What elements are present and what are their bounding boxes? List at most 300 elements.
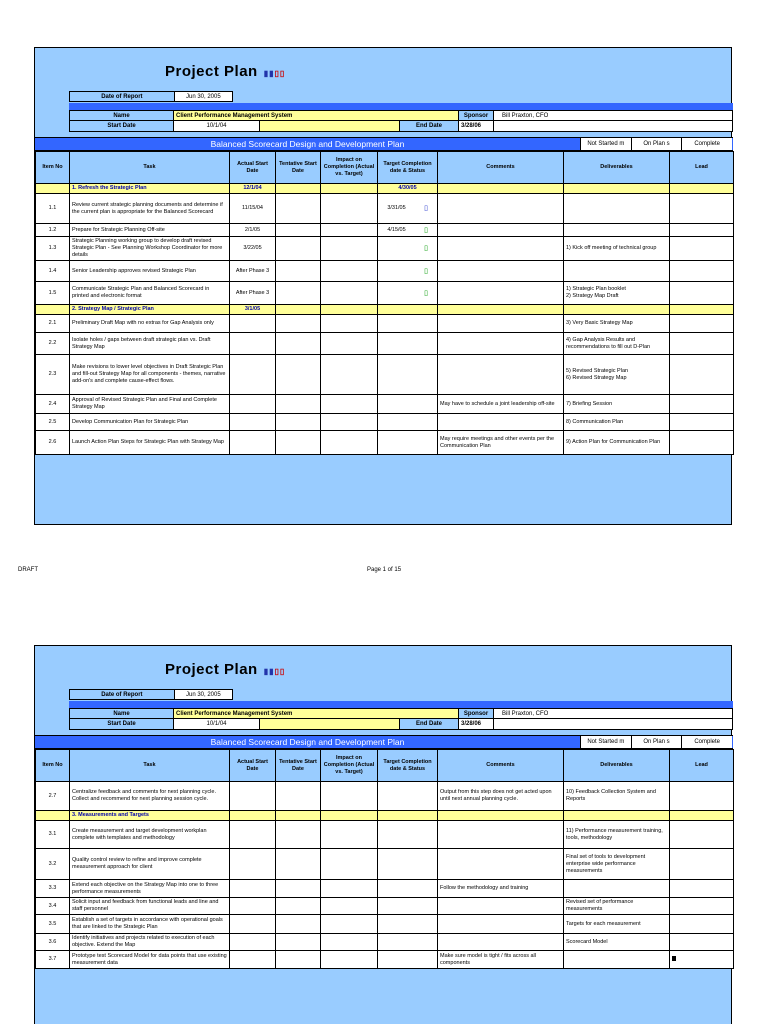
target-cell	[378, 205, 437, 212]
start-date-label: Start Date	[70, 121, 174, 131]
impact-on-completion	[321, 951, 378, 969]
comments: Output from this step does not get acted upon until next annual planning cycle.	[438, 782, 564, 811]
actual-start-date	[230, 898, 276, 915]
deliverables	[564, 261, 670, 282]
sponsor-label: Sponsor	[459, 709, 494, 718]
task-description: Strategic Planning working group to develop draft revised Strategic Plan - See Planning Workshop Coordinator for more details	[70, 237, 230, 261]
item-number: 2.7	[36, 782, 70, 811]
deliverables	[564, 880, 670, 898]
deliverables: 9) Action Plan for Communication Plan	[564, 431, 670, 455]
target-completion	[378, 194, 438, 224]
dates-blank	[494, 121, 732, 131]
name-row	[69, 708, 733, 719]
item-number: 1.2	[36, 224, 70, 237]
tentative-start-date	[276, 821, 321, 849]
column-header: Comments	[438, 750, 564, 782]
deliverables: Final set of tools to development enterprise wide performance measurements	[564, 849, 670, 880]
column-header: Lead	[670, 152, 734, 184]
deliverables: Revised set of performance measurements	[564, 898, 670, 915]
deliverables: 1) Strategic Plan booklet 2) Strategy Map Draft	[564, 282, 670, 305]
task-table	[35, 151, 734, 455]
tentative-start-date	[276, 395, 321, 414]
status-marker: ▯	[424, 245, 428, 252]
actual-start-date	[230, 355, 276, 395]
target-completion	[378, 355, 438, 395]
tentative-start-date	[276, 811, 321, 821]
table-row	[36, 237, 734, 261]
table-row	[36, 915, 734, 934]
item-number	[36, 305, 70, 315]
lead	[670, 305, 734, 315]
deliverables	[564, 305, 670, 315]
impact-on-completion	[321, 898, 378, 915]
report-date-row	[69, 689, 233, 700]
tentative-start-date	[276, 951, 321, 969]
comments	[438, 261, 564, 282]
target-completion	[378, 934, 438, 951]
actual-start-date	[230, 414, 276, 431]
deliverables	[564, 194, 670, 224]
actual-start-date	[230, 811, 276, 821]
lead	[670, 184, 734, 194]
actual-start-date: 3/22/05	[230, 237, 276, 261]
plan-banner	[35, 137, 733, 151]
task-description: Identify initiatives and projects related to execution of each objective. Extend the Map	[70, 934, 230, 951]
task-description: Prepare for Strategic Planning Off-site	[70, 224, 230, 237]
column-header: Deliverables	[564, 152, 670, 184]
table-row	[36, 431, 734, 455]
column-header: Actual Start Date	[230, 152, 276, 184]
item-number: 1.5	[36, 282, 70, 305]
impact-on-completion	[321, 811, 378, 821]
title-text: Project Plan	[165, 661, 258, 678]
actual-start-date: After Phase 3	[230, 282, 276, 305]
impact-on-completion	[321, 431, 378, 455]
comments	[438, 414, 564, 431]
comments	[438, 184, 564, 194]
status-marker: ▯	[424, 267, 428, 275]
table-row	[36, 224, 734, 237]
status-legend	[580, 138, 732, 150]
tentative-start-date	[276, 315, 321, 333]
target-cell	[378, 245, 437, 252]
tentative-start-date	[276, 237, 321, 261]
column-header: Task	[70, 152, 230, 184]
impact-on-completion	[321, 237, 378, 261]
comments	[438, 224, 564, 237]
item-number: 3.3	[36, 880, 70, 898]
report-date-label: Date of Report	[70, 690, 175, 699]
column-header: Impact on Completion (Actual vs. Target)	[321, 750, 378, 782]
actual-start-date	[230, 880, 276, 898]
impact-on-completion	[321, 915, 378, 934]
item-number: 1.1	[36, 194, 70, 224]
target-completion	[378, 184, 438, 194]
project-plan-page-2	[34, 645, 732, 1024]
item-number: 3.2	[36, 849, 70, 880]
target-cell	[378, 185, 437, 192]
deliverables: Targets for each measurement	[564, 915, 670, 934]
actual-start-date	[230, 934, 276, 951]
deliverables: 5) Revised Strategic Plan 6) Revised Strategy Map	[564, 355, 670, 395]
item-number: 2.5	[36, 414, 70, 431]
item-number: 2.6	[36, 431, 70, 455]
table-row	[36, 849, 734, 880]
impact-on-completion	[321, 414, 378, 431]
column-header: Tentative Start Date	[276, 750, 321, 782]
legend-item: Not Started m	[580, 736, 631, 748]
plan-banner-title: Balanced Scorecard Design and Development Plan	[210, 737, 405, 747]
impact-on-completion	[321, 849, 378, 880]
tentative-start-date	[276, 782, 321, 811]
impact-on-completion	[321, 282, 378, 305]
column-header: Item No	[36, 750, 70, 782]
tentative-start-date	[276, 333, 321, 355]
name-label: Name	[70, 709, 174, 718]
task-description: Develop Communication Plan for Strategic Plan	[70, 414, 230, 431]
table-row	[36, 898, 734, 915]
tentative-start-date	[276, 194, 321, 224]
tentative-start-date	[276, 414, 321, 431]
start-date-label: Start Date	[70, 719, 174, 729]
header-divider	[69, 103, 733, 110]
target-completion	[378, 821, 438, 849]
lead	[670, 951, 734, 969]
deliverables: 3) Very Basic Strategy Map	[564, 315, 670, 333]
status-marker: ▯	[424, 226, 428, 234]
task-description: Launch Action Plan Steps for Strategic Plan with Strategy Map	[70, 431, 230, 455]
section-row	[36, 811, 734, 821]
table-row	[36, 315, 734, 333]
comments	[438, 849, 564, 880]
deliverables: 1) Kick off meeting of technical group	[564, 237, 670, 261]
target-completion	[378, 880, 438, 898]
impact-on-completion	[321, 194, 378, 224]
item-number: 3.7	[36, 951, 70, 969]
lead	[670, 261, 734, 282]
actual-start-date	[230, 821, 276, 849]
target-completion	[378, 315, 438, 333]
actual-start-date	[230, 431, 276, 455]
impact-on-completion	[321, 224, 378, 237]
table-row	[36, 782, 734, 811]
dates-row	[69, 121, 733, 132]
table-row	[36, 414, 734, 431]
comments	[438, 355, 564, 395]
impact-on-completion	[321, 261, 378, 282]
comments	[438, 305, 564, 315]
deliverables: 10) Feedback Collection System and Reports	[564, 782, 670, 811]
impact-on-completion	[321, 315, 378, 333]
lead	[670, 224, 734, 237]
comments	[438, 821, 564, 849]
table-header-row	[36, 750, 734, 782]
impact-on-completion	[321, 355, 378, 395]
name-row	[69, 110, 733, 121]
report-date-value: Jun 30, 2005	[175, 690, 232, 699]
title-marks: ▮▮▯▯	[263, 667, 286, 676]
tentative-start-date	[276, 849, 321, 880]
actual-start-date: 12/1/04	[230, 184, 276, 194]
end-date-value: 3/28/06	[459, 719, 494, 729]
item-number: 3.1	[36, 821, 70, 849]
table-row	[36, 821, 734, 849]
target-completion	[378, 261, 438, 282]
impact-on-completion	[321, 184, 378, 194]
target-completion	[378, 811, 438, 821]
deliverables	[564, 184, 670, 194]
report-date-label: Date of Report	[70, 92, 175, 101]
comments: Make sure model is tight / fits across all components	[438, 951, 564, 969]
tentative-start-date	[276, 261, 321, 282]
lead	[670, 431, 734, 455]
column-header: Comments	[438, 152, 564, 184]
target-completion	[378, 849, 438, 880]
sponsor-name: Bill Praxton, CFO	[502, 112, 549, 119]
task-description: Make revisions to lower level objectives in Draft Strategic Plan and fill-out Strategy Map for all components - themes, narrative add-on's and complete cause-effect flows.	[70, 355, 230, 395]
page-number: Page 1 of 15	[367, 567, 402, 573]
lead	[670, 880, 734, 898]
task-description: Centralize feedback and comments for next planning cycle. Collect and recommend for next planning session cycle.	[70, 782, 230, 811]
lead	[670, 915, 734, 934]
item-number	[36, 811, 70, 821]
lead	[670, 282, 734, 305]
lead	[670, 414, 734, 431]
target-date: 4/30/05	[398, 185, 417, 191]
plan-banner-title: Balanced Scorecard Design and Development Plan	[210, 139, 405, 149]
deliverables: Scorecard Model	[564, 934, 670, 951]
column-header: Target Completion date & Status	[378, 750, 438, 782]
target-date: 3/31/05	[387, 205, 406, 211]
impact-on-completion	[321, 934, 378, 951]
page-title	[165, 63, 285, 80]
lead	[670, 395, 734, 414]
draft-label: DRAFT	[18, 567, 38, 573]
comments	[438, 194, 564, 224]
deliverables: 8) Communication Plan	[564, 414, 670, 431]
actual-start-date: 11/15/04	[230, 194, 276, 224]
plan-banner	[35, 735, 733, 749]
target-cell	[378, 290, 437, 297]
start-date-value: 10/1/04	[174, 121, 260, 131]
item-number: 2.1	[36, 315, 70, 333]
target-date: 4/15/05	[387, 226, 406, 233]
end-date-value: 3/28/06	[459, 121, 494, 131]
item-number	[36, 184, 70, 194]
page-title	[165, 661, 285, 678]
task-description: Extend each objective on the Strategy Map into one to three performance measurements	[70, 880, 230, 898]
item-number: 2.4	[36, 395, 70, 414]
tentative-start-date	[276, 880, 321, 898]
project-name: Client Performance Management System	[174, 111, 459, 120]
sponsor-name: Bill Praxton, CFO	[502, 710, 549, 717]
comments: May require meetings and other events per the Communication Plan	[438, 431, 564, 455]
actual-start-date	[230, 849, 276, 880]
report-date-value: Jun 30, 2005	[175, 92, 232, 101]
comments: May have to schedule a joint leadership off-site	[438, 395, 564, 414]
end-date-label: End Date	[400, 719, 459, 729]
end-date-label: End Date	[400, 121, 459, 131]
task-description: Senior Leadership approves revised Strategic Plan	[70, 261, 230, 282]
tentative-start-date	[276, 898, 321, 915]
tentative-start-date	[276, 184, 321, 194]
comments	[438, 237, 564, 261]
lead	[670, 333, 734, 355]
lead	[670, 237, 734, 261]
target-completion	[378, 237, 438, 261]
marker-dot	[672, 956, 676, 961]
section-title: 3. Measurements and Targets	[70, 811, 230, 821]
tentative-start-date	[276, 934, 321, 951]
table-row	[36, 282, 734, 305]
dates-row	[69, 719, 733, 730]
section-title: 2. Strategy Map / Strategic Plan	[70, 305, 230, 315]
project-name: Client Performance Management System	[174, 709, 459, 718]
target-completion	[378, 898, 438, 915]
column-header: Actual Start Date	[230, 750, 276, 782]
item-number: 1.4	[36, 261, 70, 282]
item-number: 3.4	[36, 898, 70, 915]
tentative-start-date	[276, 915, 321, 934]
status-marker: ▯	[424, 205, 428, 212]
task-description: Preliminary Draft Map with no extras for Gap Analysis only	[70, 315, 230, 333]
comments	[438, 934, 564, 951]
table-row	[36, 934, 734, 951]
comments	[438, 315, 564, 333]
impact-on-completion	[321, 333, 378, 355]
comments	[438, 915, 564, 934]
section-row	[36, 305, 734, 315]
actual-start-date: 3/1/05	[230, 305, 276, 315]
target-completion	[378, 305, 438, 315]
lead	[670, 849, 734, 880]
sponsor-label: Sponsor	[459, 111, 494, 120]
tentative-start-date	[276, 282, 321, 305]
target-completion	[378, 282, 438, 305]
table-row	[36, 261, 734, 282]
column-header: Item No	[36, 152, 70, 184]
lead	[670, 355, 734, 395]
section-title: 1. Refresh the Strategic Plan	[70, 184, 230, 194]
column-header: Lead	[670, 750, 734, 782]
item-number: 3.5	[36, 915, 70, 934]
tentative-start-date	[276, 431, 321, 455]
item-number: 1.3	[36, 237, 70, 261]
tentative-start-date	[276, 305, 321, 315]
lead	[670, 821, 734, 849]
task-description: Establish a set of targets in accordance with operational goals that are linked to the Strategic Plan	[70, 915, 230, 934]
deliverables	[564, 951, 670, 969]
impact-on-completion	[321, 821, 378, 849]
title-text: Project Plan	[165, 63, 258, 80]
start-date-value: 10/1/04	[174, 719, 260, 729]
deliverables: 11) Performance measurement training, tools, methodology	[564, 821, 670, 849]
table-row	[36, 951, 734, 969]
legend-item: On Plan s	[631, 138, 682, 150]
title-marks: ▮▮▯▯	[263, 69, 286, 78]
task-description: Create measurement and target development workplan complete with templates and methodology	[70, 821, 230, 849]
deliverables	[564, 224, 670, 237]
deliverables	[564, 811, 670, 821]
item-number: 3.6	[36, 934, 70, 951]
target-completion	[378, 224, 438, 237]
item-number: 2.2	[36, 333, 70, 355]
task-description: Quality control review to refine and improve complete measurement approach for client	[70, 849, 230, 880]
target-completion	[378, 915, 438, 934]
tentative-start-date	[276, 224, 321, 237]
item-number: 2.3	[36, 355, 70, 395]
impact-on-completion	[321, 880, 378, 898]
impact-on-completion	[321, 782, 378, 811]
task-description: Communicate Strategic Plan and Balanced Scorecard in printed and electronic format	[70, 282, 230, 305]
section-row	[36, 184, 734, 194]
table-row	[36, 395, 734, 414]
lead	[670, 811, 734, 821]
deliverables: 4) Gap Analysis Results and recommendations to fill out D-Plan	[564, 333, 670, 355]
dates-spacer	[260, 121, 400, 131]
task-description: Prototype test Scorecard Model for data points that use existing measurement data	[70, 951, 230, 969]
target-completion	[378, 951, 438, 969]
actual-start-date	[230, 395, 276, 414]
lead	[670, 315, 734, 333]
report-date-row	[69, 91, 233, 102]
target-cell	[378, 268, 437, 275]
name-label: Name	[70, 111, 174, 120]
column-header: Task	[70, 750, 230, 782]
column-header: Deliverables	[564, 750, 670, 782]
target-cell	[378, 227, 437, 234]
header-divider	[69, 701, 733, 708]
target-completion	[378, 395, 438, 414]
actual-start-date	[230, 915, 276, 934]
actual-start-date	[230, 333, 276, 355]
legend-item: Complete	[681, 138, 732, 150]
comments	[438, 333, 564, 355]
lead	[670, 898, 734, 915]
column-header: Impact on Completion (Actual vs. Target)	[321, 152, 378, 184]
dates-blank	[494, 719, 732, 729]
impact-on-completion	[321, 395, 378, 414]
task-description: Review current strategic planning documents and determine if the current plan is appropriate for the Balanced Scorecard	[70, 194, 230, 224]
actual-start-date	[230, 782, 276, 811]
task-description: Isolate holes / gaps between draft strategic plan vs. Draft Strategy Map	[70, 333, 230, 355]
tentative-start-date	[276, 355, 321, 395]
actual-start-date: 2/1/05	[230, 224, 276, 237]
comments: Follow the methodology and training	[438, 880, 564, 898]
target-completion	[378, 782, 438, 811]
project-plan-page-1	[34, 47, 732, 525]
table-row	[36, 355, 734, 395]
legend-item: On Plan s	[631, 736, 682, 748]
comments	[438, 898, 564, 915]
task-description: Solicit input and feedback from functional leads and line and staff personnel	[70, 898, 230, 915]
table-row	[36, 333, 734, 355]
comments	[438, 811, 564, 821]
table-row	[36, 194, 734, 224]
table-header-row	[36, 152, 734, 184]
table-row	[36, 880, 734, 898]
lead	[670, 194, 734, 224]
comments	[438, 282, 564, 305]
actual-start-date	[230, 315, 276, 333]
task-table	[35, 749, 734, 969]
column-header: Tentative Start Date	[276, 152, 321, 184]
target-completion	[378, 333, 438, 355]
lead	[670, 934, 734, 951]
task-description: Approval of Revised Strategic Plan and Final and Complete Strategy Map	[70, 395, 230, 414]
target-completion	[378, 431, 438, 455]
dates-spacer	[260, 719, 400, 729]
